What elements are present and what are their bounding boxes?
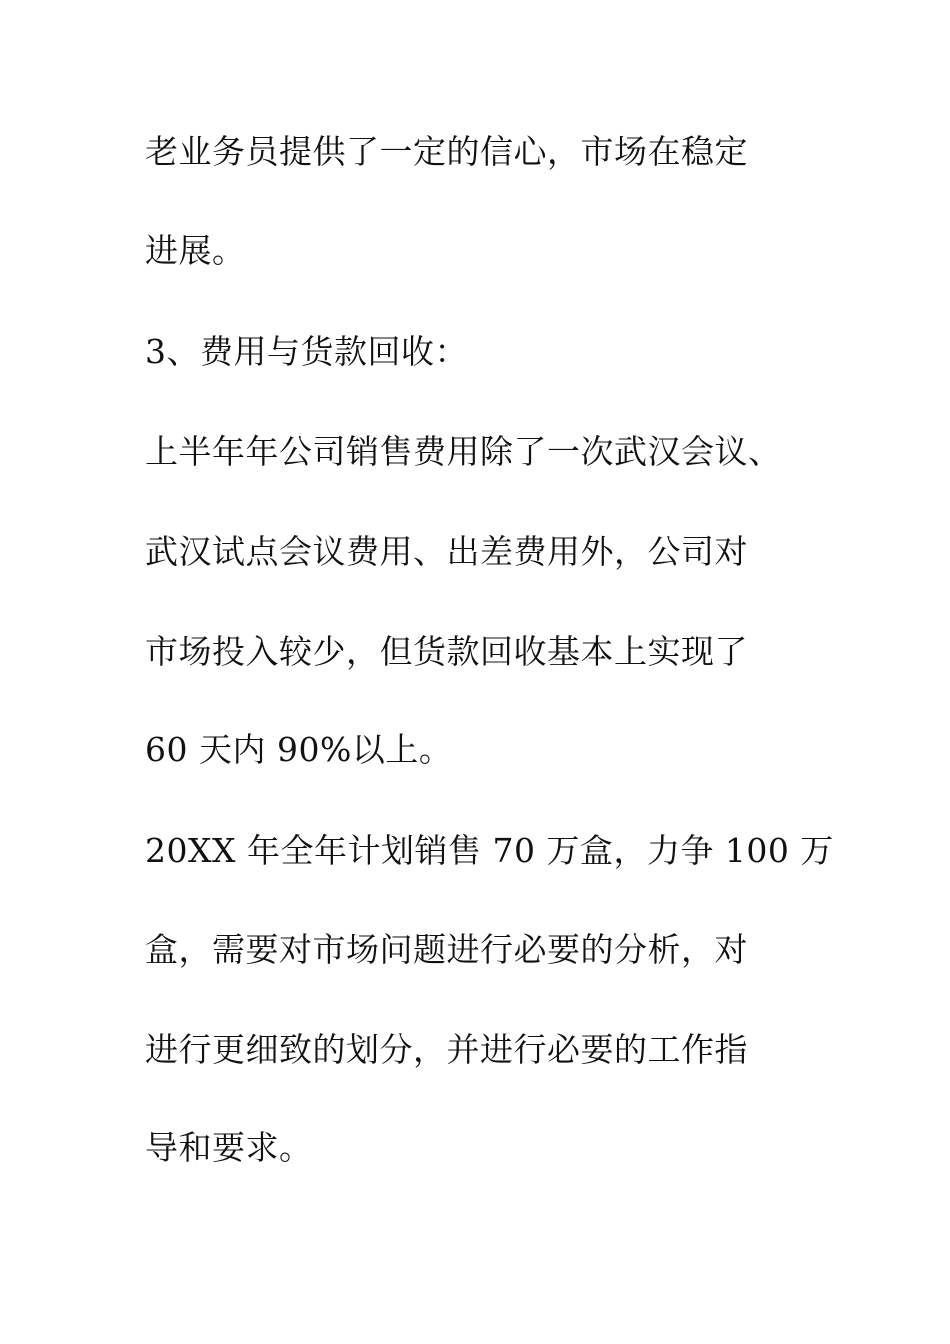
section-heading: 3、费用与货款回收：	[145, 332, 468, 371]
paragraph-line: 武汉试点会议费用、出差费用外，公司对	[145, 532, 748, 571]
paragraph-line: 进行更细致的划分，并进行必要的工作指	[145, 1030, 748, 1069]
paragraph-line: 60 天内 90%以上。	[145, 730, 453, 769]
paragraph-line: 上半年年公司销售费用除了一次武汉会议、	[145, 432, 782, 471]
paragraph-line: 进展。	[145, 231, 246, 270]
paragraph-line: 导和要求。	[145, 1128, 313, 1167]
paragraph-line: 市场投入较少，但货款回收基本上实现了	[145, 632, 748, 671]
paragraph-line: 盒，需要对市场问题进行必要的分析，对	[145, 930, 748, 969]
paragraph-line: 20XX 年全年计划销售 70 万盒，力争 100 万	[145, 831, 834, 870]
paragraph-line: 老业务员提供了一定的信心，市场在稳定	[145, 132, 748, 171]
